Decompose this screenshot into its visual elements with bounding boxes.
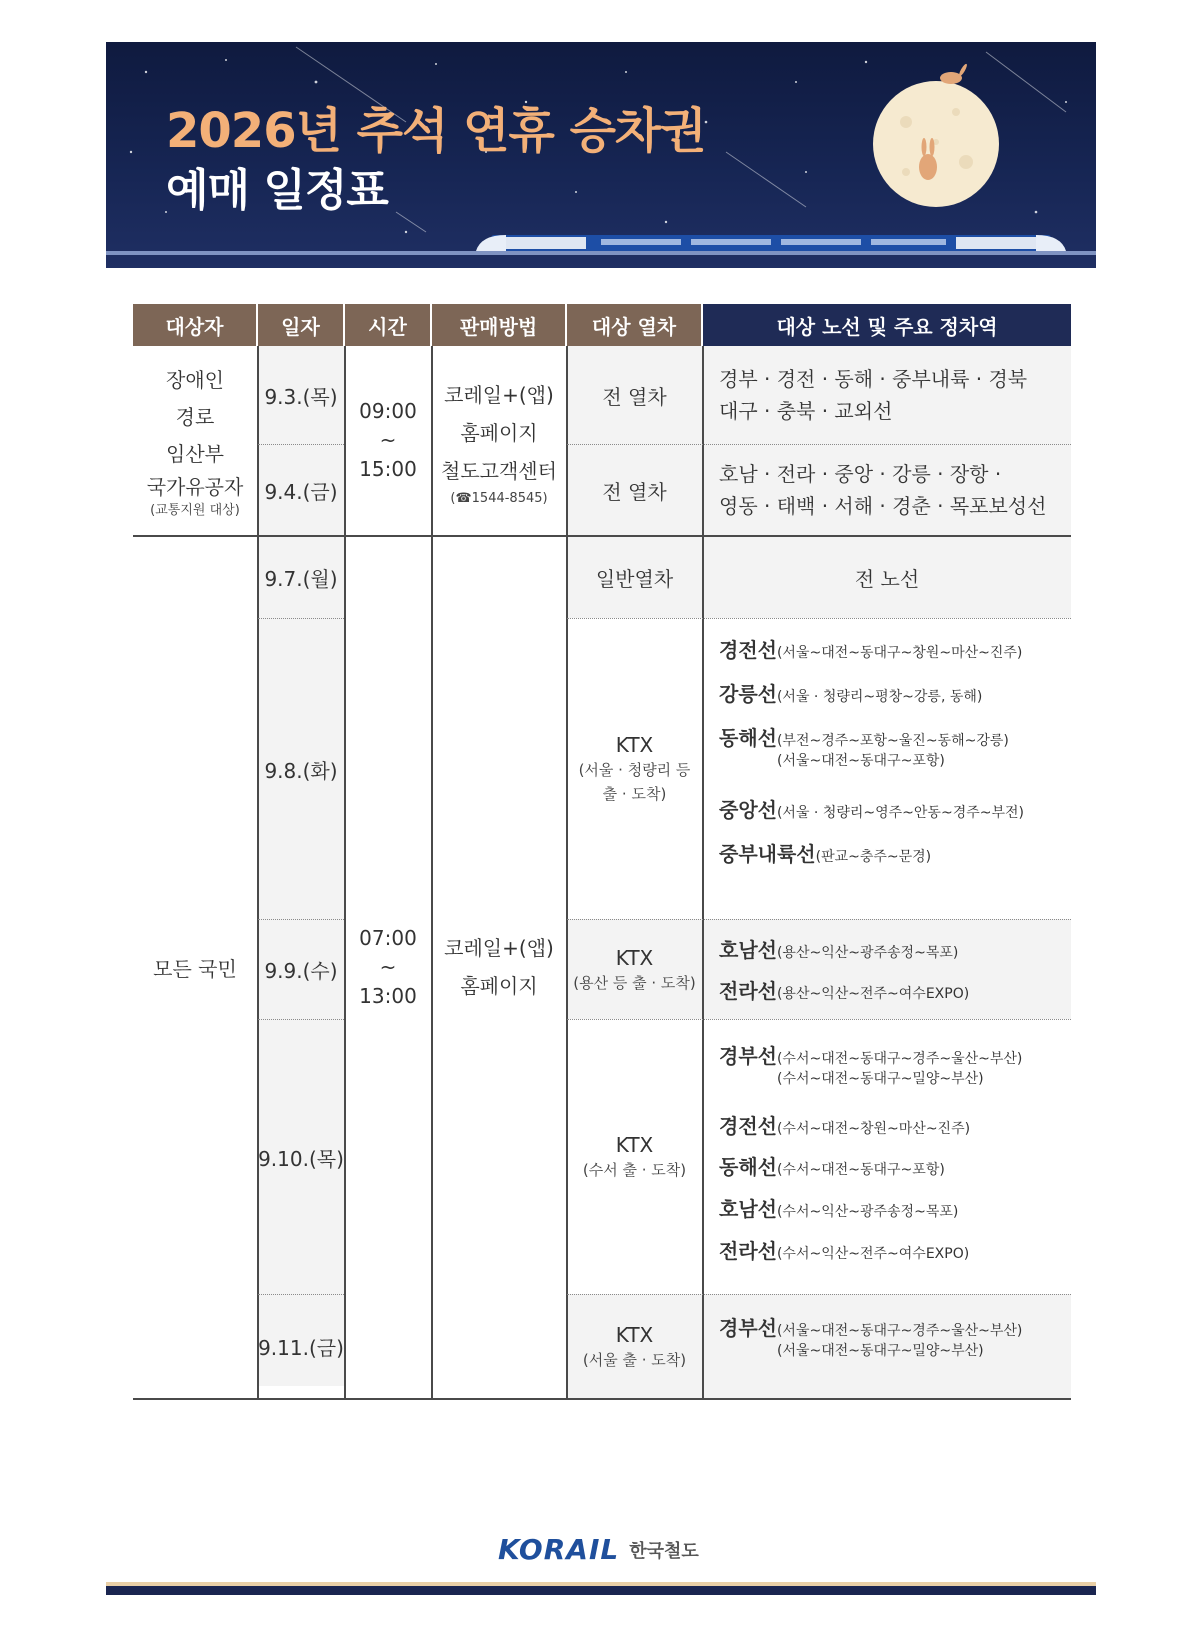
banner-title-line1: 2026년 추석 연휴 승차권 bbox=[166, 103, 706, 159]
route-item: 경전선(수서~대전~창원~마산~진주) bbox=[719, 1114, 971, 1138]
korail-logo bbox=[498, 1533, 699, 1566]
route-item: 중앙선(서울 · 청량리~영주~안동~경주~부전) bbox=[719, 798, 1024, 822]
header-date: 일자 bbox=[258, 304, 343, 346]
train-all-1: 전 열차 bbox=[602, 384, 667, 409]
route-item: 전라선(용산~익산~전주~여수EXPO) bbox=[719, 979, 970, 1003]
group2-time: 07:00 ~ 13:00 bbox=[359, 925, 417, 1008]
header-target: 대상자 bbox=[133, 304, 256, 346]
banner bbox=[106, 42, 1096, 268]
route-item: 경부선(서울~대전~동대구~경주~울산~부산) bbox=[719, 1316, 1023, 1340]
route-item: 동해선(수서~대전~동대구~포항) bbox=[719, 1155, 945, 1179]
route-item: 호남선(수서~익산~광주송정~목포) bbox=[719, 1197, 959, 1221]
date-0903: 9.3.(목) bbox=[264, 384, 338, 409]
train-ktx-d: KTX (서울 출 · 도착) bbox=[582, 1322, 687, 1369]
route-item-cont: (수서~대전~동대구~밀양~부산) bbox=[777, 1071, 984, 1087]
group1-target: 장애인 경로 임산부 국가유공자 (교통지원 대상) bbox=[146, 368, 244, 518]
train-ktx-b: KTX (용산 등 출 · 도착) bbox=[573, 945, 696, 992]
route-item-cont: (서울~대전~동대구~밀양~부산) bbox=[777, 1343, 984, 1359]
routes-all: 전 노선 bbox=[854, 566, 920, 591]
route-item: 경전선(서울~대전~동대구~창원~마산~진주) bbox=[719, 638, 1023, 662]
train-ktx-c: KTX (수서 출 · 도착) bbox=[582, 1133, 687, 1179]
header-time: 시간 bbox=[345, 304, 430, 346]
train-ktx-a: KTX (서울 · 청량리 등 출 · 도착) bbox=[578, 733, 691, 803]
footer-navy-bar bbox=[106, 1586, 1096, 1595]
date-0911: 9.11.(금) bbox=[258, 1336, 344, 1360]
train-general: 일반열차 bbox=[595, 566, 674, 591]
date-0904: 9.4.(금) bbox=[264, 479, 338, 504]
date-0909: 9.9.(수) bbox=[264, 959, 338, 983]
routes-0903: 경부 · 경전 · 동해 · 중부내륙 · 경북 대구 · 충북 · 교외선 bbox=[719, 367, 1028, 423]
train-all-2: 전 열차 bbox=[602, 479, 667, 504]
group1-time: 09:00 ~ 15:00 bbox=[359, 399, 417, 481]
routes-0904: 호남 · 전라 · 중앙 · 강릉 · 장항 · 영동 · 태백 · 서해 · 경춘 · 목포보성선 bbox=[719, 462, 1047, 518]
header-train: 대상 열차 bbox=[567, 304, 701, 346]
route-item: 강릉선(서울 · 청량리~평창~강릉, 동해) bbox=[719, 682, 983, 706]
train-illustration bbox=[106, 235, 1096, 255]
header-method: 판매방법 bbox=[432, 304, 565, 346]
date-0910: 9.10.(목) bbox=[258, 1146, 344, 1171]
route-item-cont: (서울~대전~동대구~포항) bbox=[777, 753, 945, 769]
korail-korean-name: 한국철도 bbox=[629, 1540, 699, 1562]
route-item: 호남선(용산~익산~광주송정~목포) bbox=[719, 938, 959, 962]
route-item: 전라선(수서~익산~전주~여수EXPO) bbox=[719, 1239, 970, 1263]
group2-target: 모든 국민 bbox=[153, 956, 237, 981]
route-item: 중부내륙선(판교~충주~문경) bbox=[719, 842, 932, 866]
header-routes: 대상 노선 및 주요 정차역 bbox=[703, 304, 1071, 346]
route-item: 경부선(수서~대전~동대구~경주~울산~부산) bbox=[719, 1044, 1023, 1068]
group2-method: 코레일+(앱) 홈페이지 bbox=[444, 936, 554, 998]
date-0907: 9.7.(월) bbox=[264, 566, 338, 591]
phone-number: (☎1544-8545) bbox=[450, 490, 548, 506]
date-0908: 9.8.(화) bbox=[264, 758, 338, 783]
korail-wordmark: KORAIL bbox=[498, 1533, 620, 1566]
route-item: 동해선(부전~경주~포항~울진~동해~강릉) bbox=[719, 726, 1009, 750]
group1-method: 코레일+(앱) 홈페이지 철도고객센터 (☎1544-8545) bbox=[441, 382, 557, 506]
banner-title-line2: 예매 일정표 bbox=[166, 165, 388, 216]
